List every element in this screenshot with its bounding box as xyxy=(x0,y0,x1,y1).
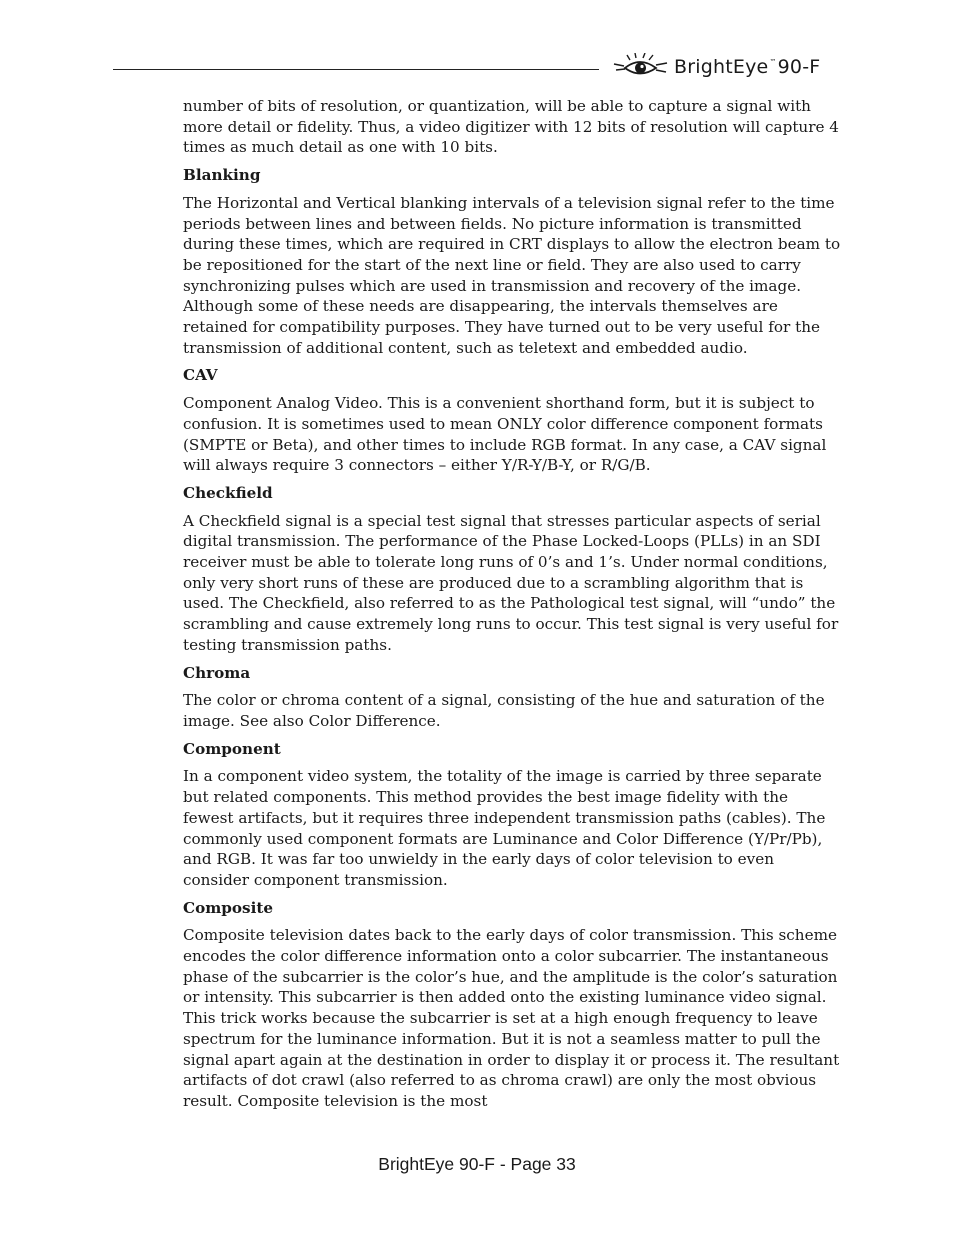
header-rule xyxy=(113,69,599,70)
term-definition-checkfield: A Checkfield signal is a special test signal that stresses particular aspects of serial digital transmission. The performance of the Phase Locked-Loops (PLLs) in an SDI receiver must be able to tolerate long runs of 0’s and 1’s. Under normal conditions, only very short runs of these are produced due to a scrambling algorithm that is used. The Checkfield, also referred to as the Pathological test signal, will “undo” the scrambling and cause extremely long runs to occur. This test signal is very useful for testing transmission paths. xyxy=(183,511,839,654)
intro-paragraph: number of bits of resolution, or quantization, will be able to capture a signal with more detail or fidelity. Thus, a video digitizer with 12 bits of resolution will capture 4 times as much detail as one with 10 bits. xyxy=(183,97,839,157)
term-heading-checkfield: Checkfield xyxy=(183,483,273,502)
term-definition-component: In a component video system, the totality of the image is carried by three separate but related components. This method provides the best image fidelity with the fewest artifacts, but it requires three independent transmission paths (cables). The commonly used component formats are Luminance and Color Difference (Y/Pr/Pb), and RGB. It was far too unwieldy in the early days of color television to even consider component transmission. xyxy=(183,767,826,889)
term-heading-composite: Composite xyxy=(183,898,274,917)
brand-wordmark: BrightEye xyxy=(674,56,769,78)
brand-logo xyxy=(612,52,820,82)
term-definition-chroma: The color or chroma content of a signal, consisting of the hue and saturation of the image. See also Color Difference. xyxy=(183,691,825,730)
brand-model: 90-F xyxy=(777,56,821,78)
term-heading-cav: CAV xyxy=(183,366,218,385)
term-heading-chroma: Chroma xyxy=(183,663,251,682)
eye-logo-icon xyxy=(612,53,670,81)
term-heading-blanking: Blanking xyxy=(183,166,261,185)
term-definition-blanking: The Horizontal and Vertical blanking intervals of a television signal refer to the time periods between lines and between fields. No picture information is transmitted during these times, which are required in CRT displays to allow the electron beam to be repositioned for the start of the next line or field. They are also used to carry synchronizing pulses which are used in transmission and recovery of the image. Although some of these needs are disappearing, the intervals themselves are retained for compatibility purposes. They have turned out to be very useful for the transmission of additional content, such as teletext and embedded audio. xyxy=(183,193,841,357)
glossary-content xyxy=(183,96,843,1119)
trademark-mark: ™ xyxy=(769,58,777,66)
term-definition-cav: Component Analog Video. This is a convenient shorthand form, but it is subject to confusion. It is sometimes used to mean ONLY color difference component formats (SMPTE or Beta), and other times to include RGB format. In any case, a CAV signal will always require 3 connectors – either Y/R-Y/B-Y, or R/G/B. xyxy=(183,394,827,475)
page-number-label: BrightEye 90-F - Page 33 xyxy=(378,1154,576,1174)
term-definition-composite: Composite television dates back to the early days of color transmission. This scheme encodes the color difference information onto a color subcarrier. The instantaneous phase of the subcarrier is the color’s hue, and the amplitude is the color’s saturation or intensity. This subcarrier is then added onto the existing luminance video signal. This trick works because the subcarrier is set at a high enough frequency to leave spectrum for the luminance information. But it is not a seamless matter to pull the signal apart again at the destination in order to display it or process it. The resultant artifacts of dot crawl (also referred to as chroma crawl) are only the most obvious result. Composite television is the most xyxy=(183,926,840,1110)
term-heading-component: Component xyxy=(183,739,281,758)
page-footer xyxy=(0,1154,954,1175)
brand-name xyxy=(674,56,820,78)
